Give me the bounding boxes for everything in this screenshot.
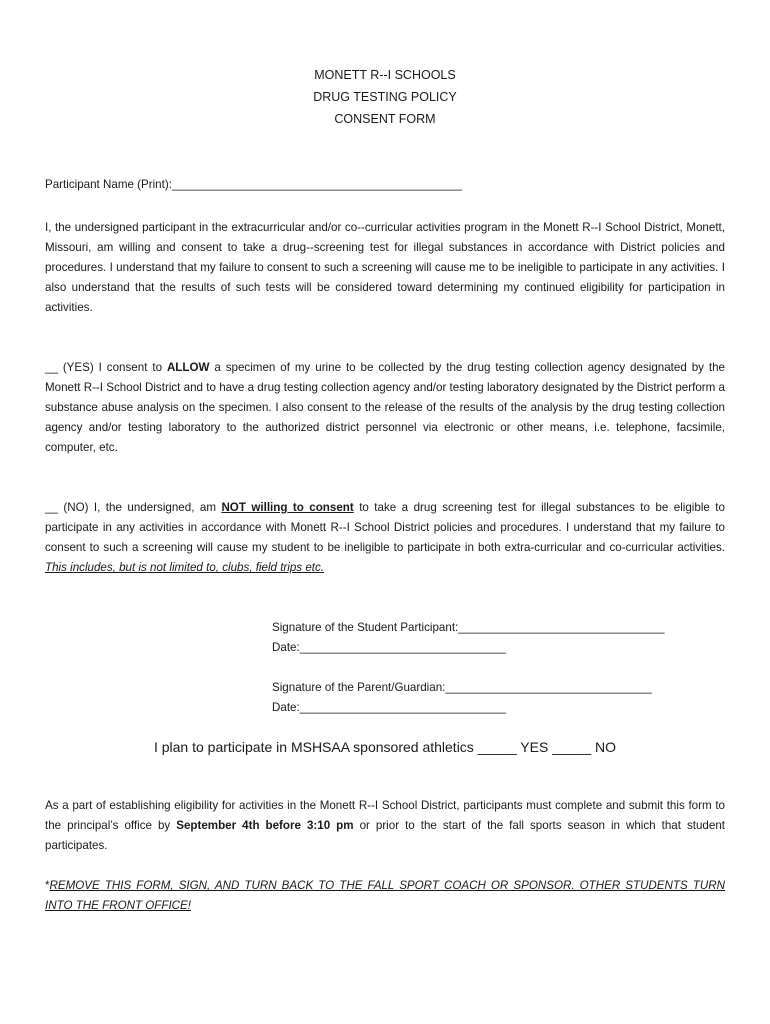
eligibility-text-before: As a part of establishing eligibility for activities in the Monett R--I School District, participants must complete and submit this form to the principal’s office by	[45, 799, 725, 832]
participant-name-field[interactable]: _____________________________________________	[171, 178, 463, 191]
yes-checkbox-blank[interactable]: __ (YES) I consent to	[45, 361, 167, 374]
parent-date-line	[272, 698, 506, 718]
student-signature-line	[272, 618, 665, 638]
student-signature-field[interactable]: ________________________________	[458, 621, 665, 634]
no-consent-note: This includes, but is not limited to, clubs, field trips etc.	[45, 561, 325, 574]
participant-name-label: Participant Name (Print):	[45, 178, 172, 191]
yes-consent-text: a specimen of my urine to be collected by the drug testing collection agency designated by the Monett R--I School District and to have a drug testing collection agency and/or testing laboratory designated by the District perform a substance abuse analysis on the specimen. I also consent to the release of the results of the analysis by the drug testing collection agency and/or testing laboratory to the authorized district personnel via electronic or other means, i.e. telephone, facsimile, computer, etc.	[45, 361, 725, 454]
form-title	[0, 64, 770, 130]
parent-signature-label: Signature of the Parent/Guardian:	[272, 681, 446, 694]
eligibility-paragraph	[45, 796, 725, 856]
return-instruction	[45, 876, 725, 916]
yes-consent-paragraph	[45, 358, 725, 458]
intro-paragraph: I, the undersigned participant in the extracurricular and/or co--curricular activities program in the Monett R--I School District, Monett, Missouri, am willing and consent to take a drug--screening test for illegal substances in accordance with District policies and procedures. I understand that my failure to consent to such a screening will cause me to be ineligible to participate in any activities. I also understand that the results of such tests will be considered toward determining my continued eligibility for participation in activities.	[45, 221, 725, 314]
yes-allow-emphasis: ALLOW	[166, 361, 210, 374]
mshsaa-text: I plan to participate in MSHSAA sponsored athletics	[153, 739, 474, 755]
no-consent-paragraph	[45, 498, 725, 578]
mshsaa-no-label: NO	[595, 739, 617, 755]
instruction-text: REMOVE THIS FORM, SIGN, AND TURN BACK TO THE FALL SPORT COACH OR SPONSOR. OTHER STUDENTS TURN INTO THE FRONT OFFICE!	[45, 879, 725, 912]
mshsaa-yes-label: YES	[520, 739, 549, 755]
student-date-field[interactable]: ________________________________	[299, 641, 507, 654]
parent-signature-line	[272, 678, 652, 698]
mshsaa-yes-blank[interactable]: _____	[477, 739, 517, 755]
student-date-label: Date:	[272, 641, 300, 654]
no-checkbox-blank[interactable]: __ (NO) I, the undersigned, am	[45, 501, 222, 514]
parent-date-field[interactable]: ________________________________	[299, 701, 507, 714]
no-consent-emphasis: NOT willing to consent	[221, 501, 354, 514]
instruction-asterisk: *	[45, 879, 50, 892]
parent-date-label: Date:	[272, 701, 300, 714]
parent-signature-field[interactable]: ________________________________	[445, 681, 652, 694]
title-school: MONETT R--I SCHOOLS	[314, 68, 456, 82]
title-policy: DRUG TESTING POLICY	[313, 90, 457, 104]
participant-name-line	[45, 175, 725, 195]
title-form: CONSENT FORM	[334, 112, 436, 126]
student-date-line	[272, 638, 506, 658]
mshsaa-no-blank[interactable]: _____	[552, 739, 592, 755]
eligibility-text-after: or prior to the start of the fall sports season in which that student participates.	[45, 819, 725, 852]
mshsaa-participation-line	[0, 737, 770, 757]
student-signature-label: Signature of the Student Participant:	[272, 621, 459, 634]
no-consent-text: to take a drug screening test for illegal substances to be eligible to participate in any activities in accordance with Monett R--I School District policies and procedures. I understand that my failure to consent to such a screening will cause my student to be ineligible to participate in both extra-curricular and co-curricular activities.	[45, 501, 725, 554]
submission-deadline: September 4th before 3:10 pm	[176, 819, 354, 832]
